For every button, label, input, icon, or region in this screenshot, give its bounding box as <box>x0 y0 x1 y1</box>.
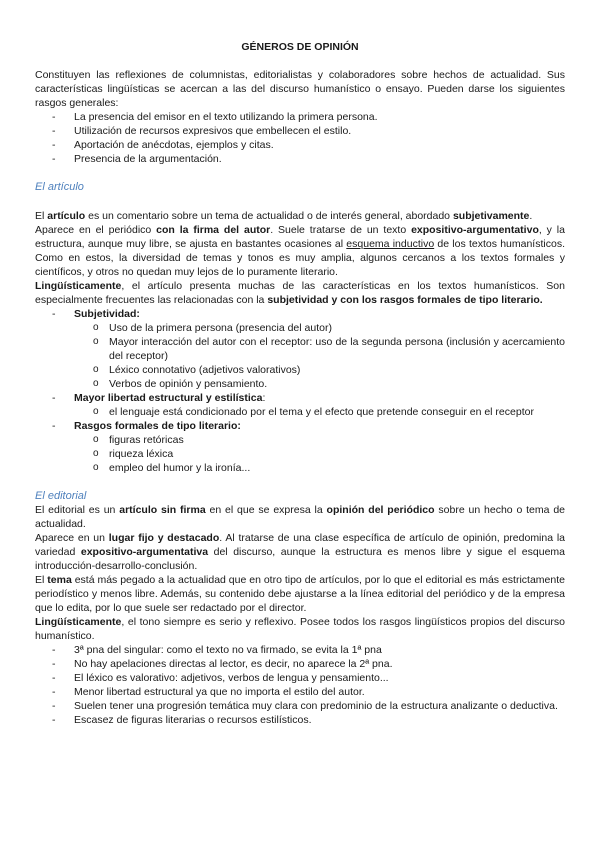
sublist-item: o Mayor interacción del autor con el receptor: uso de la segunda persona (inclusión y acercamiento del receptor) <box>93 335 565 363</box>
sublist-item: o el lenguaje está condicionado por el tema y el efecto que pretende conseguir en el receptor <box>93 405 565 419</box>
section-heading-articulo: El artículo <box>35 181 84 193</box>
intro-paragraph: Constituyen las reflexiones de columnistas, editorialistas y colaboradores sobre hechos de actualidad. Sus características lingüísticas se acercan a las del discurso humanístico o ensayo. Pueden darse los siguientes rasgos generales: <box>35 69 565 109</box>
list-item: - La presencia del emisor en el texto utilizando la primera persona. <box>52 110 565 124</box>
sublist-item: o Léxico connotativo (adjetivos valorativos) <box>93 363 565 377</box>
sublist <box>74 433 565 475</box>
editorial-rasgos-list <box>35 643 565 727</box>
editorial-paragraph-1: El editorial es un artículo sin firma en el que se expresa la opinión del periódico sobre un hecho o tema de actualidad. <box>35 504 566 530</box>
list-item: - Aportación de anécdotas, ejemplos y citas. <box>52 138 565 152</box>
editorial-paragraph-2: Aparece en un lugar fijo y destacado. Al tratarse de una clase específica de artículo de opinión, predomina la variedad expositivo-argumentativa del discurso, aunque la estructura es menos libre y sigue el esquema introducción-desarrollo-conclusión. <box>35 532 566 572</box>
articulo-rasgos-list <box>35 307 565 475</box>
intro-list <box>35 110 565 166</box>
list-item: - Presencia de la argumentación. <box>52 152 565 166</box>
editorial-paragraph-4: Lingüísticamente, el tono siempre es serio y reflexivo. Posee todos los rasgos lingüísticos propios del discurso humanístico. <box>35 616 565 642</box>
editorial-paragraph-3: El tema está más pegado a la actualidad que en otro tipo de artículos, por lo que el editorial es más estrictamente periodístico y menos libre. Además, su contenido debe ajustarse a la línea editorial del periódico y de la empresa que lo edita, por lo que suele ser redactado por el director. <box>35 574 565 614</box>
sublist-item: o riqueza léxica <box>93 447 565 461</box>
list-item: - El léxico es valorativo: adjetivos, verbos de lengua y pensamiento... <box>52 671 565 685</box>
list-item: - Escasez de figuras literarias o recursos estilísticos. <box>52 713 565 727</box>
sublist-item: o figuras retóricas <box>93 433 565 447</box>
articulo-paragraph-3: Lingüísticamente, el artículo presenta muchas de las características en los textos humanísticos. Son especialmente frecuentes las relacionadas con la subjetividad y con los rasgos formales de tipo literario. <box>35 280 565 306</box>
articulo-paragraph-2: Aparece en el periódico con la firma del autor. Suele tratarse de un texto expositivo-argumentativo, y la estructura, aunque muy libre, se ajusta en bastantes ocasiones al esquema inductivo de los textos humanísticos. Como en estos, la diversidad de temas y tonos es muy amplia, algunos cercanos a los textos formales y científicos, y otros no quedan muy lejos de lo puramente literario. <box>35 224 565 278</box>
list-item: - Utilización de recursos expresivos que embellecen el estilo. <box>52 124 565 138</box>
list-item: - Subjetividad: o Uso de la primera persona (presencia del autor) o Mayor interacción del autor con el receptor: uso de la segunda persona (inclusión y acercamiento del receptor) o Léxico connotativo (adjetivos valorativos) o Verbos de opinión y pensamiento. <box>52 307 565 391</box>
section-heading-editorial: El editorial <box>35 490 87 502</box>
list-item: - 3ª pna del singular: como el texto no va firmado, se evita la 1ª pna <box>52 643 565 657</box>
list-item: - Rasgos formales de tipo literario: o figuras retóricas o riqueza léxica o empleo del humor y la ironía... <box>52 419 565 475</box>
page-title: GÉNEROS DE OPINIÓN <box>241 41 359 53</box>
sublist-item: o empleo del humor y la ironía... <box>93 461 565 475</box>
articulo-paragraph-1: El artículo es un comentario sobre un tema de actualidad o de interés general, abordado subjetivamente. <box>35 210 533 222</box>
sublist-item: o Verbos de opinión y pensamiento. <box>93 377 565 391</box>
sublist <box>74 321 565 391</box>
list-item: - Suelen tener una progresión temática muy clara con predominio de la estructura analizante o deductiva. <box>52 699 565 713</box>
sublist <box>74 405 565 419</box>
list-item: - No hay apelaciones directas al lector, es decir, no aparece la 2ª pna. <box>52 657 565 671</box>
list-item: - Mayor libertad estructural y estilística: o el lenguaje está condicionado por el tema y el efecto que pretende conseguir en el receptor <box>52 391 565 419</box>
list-item: - Menor libertad estructural ya que no importa el estilo del autor. <box>52 685 565 699</box>
sublist-item: o Uso de la primera persona (presencia del autor) <box>93 321 565 335</box>
